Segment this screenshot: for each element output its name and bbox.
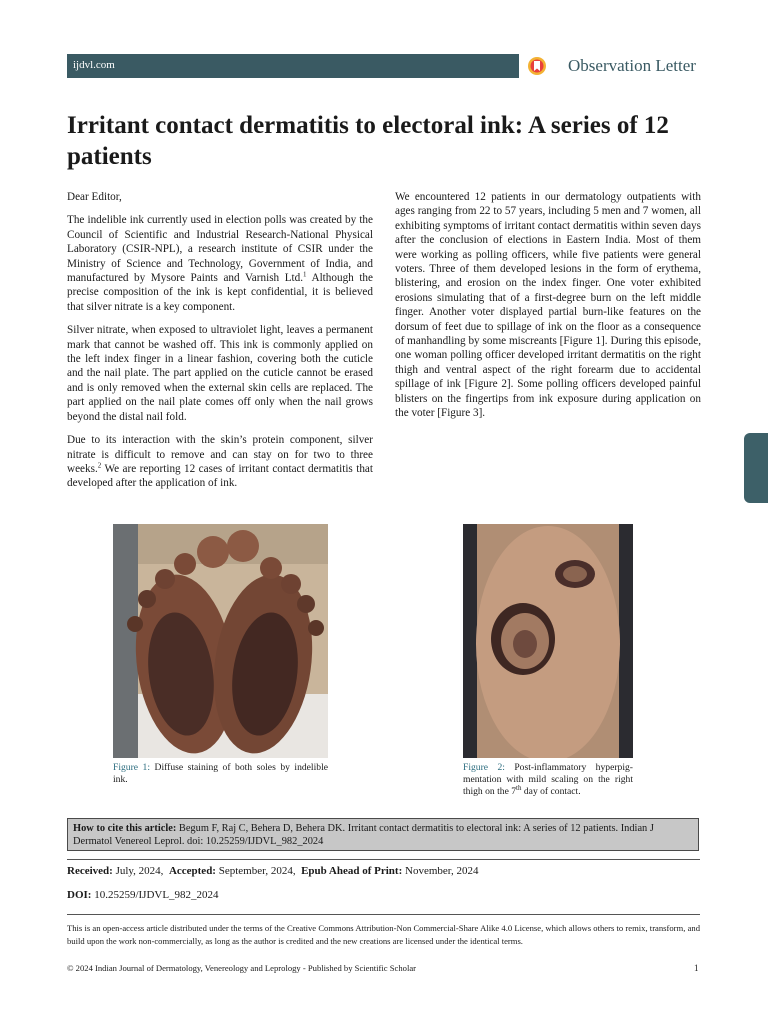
paragraph-1: The indelible ink currently used in election polls was created by the Council of Scientific and Industrial Research-National Physical Laboratory (CSIR-NPL), a research institute of CSIR under the Ministry of Science and Technology, Government of India, and manufactured by Mysore Paints and Varnish Ltd.$^1$ Although the precise composition of the ink is kept confidential, it is believed that silver nitrate is a key component. bbox=[67, 214, 373, 313]
open-access-logo-icon bbox=[527, 56, 547, 76]
license-statement: This is an open-access article distributed under the terms of the Creative Commons Attribution-Non Commercial-Share Alike 4.0 License, which allows others to remix, transform, and build upon the work non-commercially, as long as the author is credited and the new creations are licensed under the identical terms. bbox=[67, 923, 700, 946]
journal-site-link[interactable]: ijdvl.com bbox=[73, 59, 115, 71]
paragraph-4: We encountered 12 patients in our dermatology outpatients with ages ranging from 22 to 57 years, including 5 men and 7 women, all exhibiting symptoms of irritant contact dermatitis within seven days after the conclusion of elections in Eastern India. Most of them were working as polling officers, while five patients were general voters. Three of them developed lesions in the form of erythema, blistering, and erosion on the index finger. One voter exhibited erosions simulating that of a first-degree burn on the left middle finger. Another voter displayed partial burn-like features on the dorsum of feet due to spillage of ink on the floor as a consequence of manhandling by some miscreants [Figure 1]. During this episode, one woman polling officer developed irritant dermatitis on the right thigh and ventral aspect of the right forearm due to accidental spillage of ink [Figure 2]. Some polling officers developed painful blisters on the fingertips from ink exposure during application on the voter [Figure 3]. bbox=[395, 191, 701, 420]
figure-2-caption: Figure 2: Post-inflammatory hyperpig-mentation with mild scaling on the right thigh on the 7th day of contact. bbox=[463, 762, 633, 797]
paragraph-2: Silver nitrate, when exposed to ultraviolet light, leaves a permanent mark that cannot be washed off. This ink is commonly applied on the left index finger in a linear fashion, covering both the cuticle and the nail plate. The part applied on the cuticle cannot be erased and is only removed when the external skin cells are replaced. The part applied on the nail plate comes off only when the nail grows beyond the distal nail fold. bbox=[67, 324, 373, 423]
article-title: Irritant contact dermatitis to electoral ink: A series of 12 patients bbox=[67, 112, 669, 170]
side-tab-marker bbox=[744, 433, 768, 503]
figure-1-label: Figure 1: bbox=[113, 762, 151, 773]
page-number: 1 bbox=[694, 963, 699, 973]
footer-copyright: © 2024 Indian Journal of Dermatology, Venereology and Leprology - Published by Scientific Scholar bbox=[67, 963, 417, 973]
journal-header-bar bbox=[67, 54, 519, 78]
doi-link[interactable]: 10.25259/IJDVL_982_2024 bbox=[91, 889, 219, 901]
citation-label: How to cite this article: bbox=[73, 823, 177, 834]
citation-box bbox=[67, 818, 699, 851]
reference-2[interactable]: 2 bbox=[97, 461, 102, 470]
divider bbox=[67, 914, 700, 915]
figure-1-caption: Figure 1: Diffuse staining of both soles by indelible ink. bbox=[113, 762, 328, 785]
reference-1[interactable]: 1 bbox=[303, 270, 307, 279]
body-column-left bbox=[67, 190, 373, 500]
figure-2-image bbox=[463, 524, 633, 758]
article-type-label: Observation Letter bbox=[568, 56, 696, 75]
body-column-right bbox=[395, 190, 701, 430]
article-dates: Received: July, 2024, Accepted: September, 2024, Epub Ahead of Print: November, 2024 bbox=[67, 865, 479, 877]
citation-text: Begum F, Raj C, Behera D, Behera DK. Irritant contact dermatitis to electoral ink: A series of 12 patients. Indian J Dermatol Venereol Leprol. doi: 10.25259/IJDVL_982_2024 bbox=[73, 823, 654, 847]
figure-2-label: Figure 2: bbox=[463, 762, 505, 773]
paragraph-3: Due to its interaction with the skin’s protein component, silver nitrate is difficult to remove and can stay on for two to three weeks.$^2$ We are reporting 12 cases of irritant contact dermatitis that developed after the application of ink. bbox=[67, 434, 373, 490]
salutation: Dear Editor, bbox=[67, 191, 122, 203]
divider bbox=[67, 859, 700, 860]
figure-1-image bbox=[113, 524, 328, 758]
article-doi: DOI: 10.25259/IJDVL_982_2024 bbox=[67, 889, 219, 901]
